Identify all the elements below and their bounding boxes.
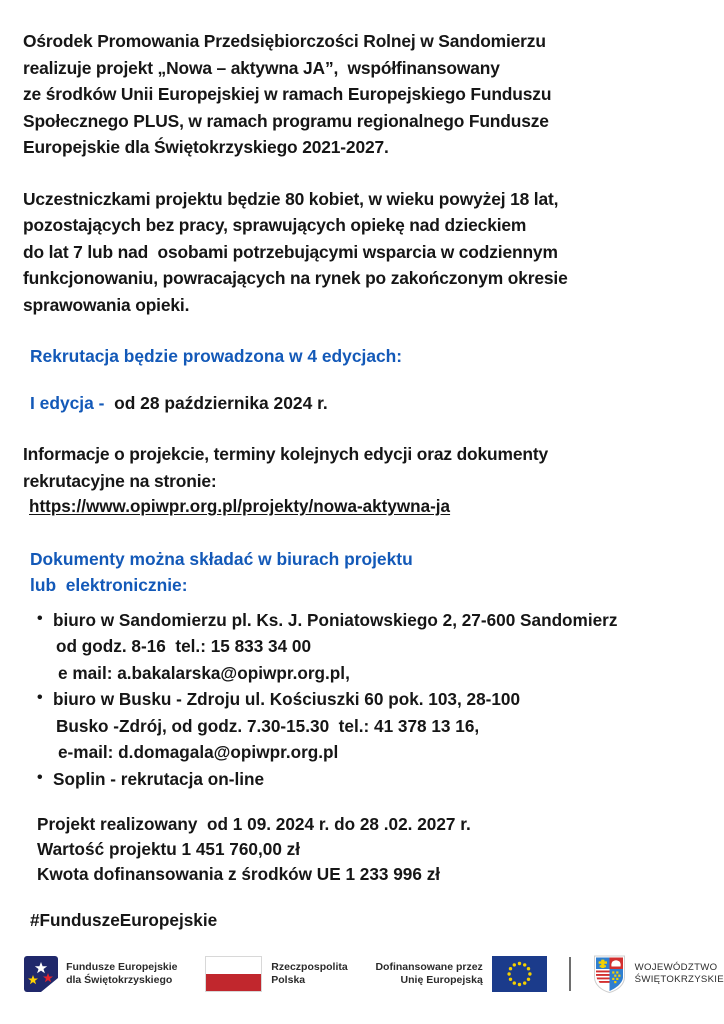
footer-logo-bar: [0, 944, 724, 1004]
office-2-main: • biuro w Busku - Zdroju ul. Kościuszki 60 pok. 103, 28-100: [53, 689, 521, 709]
intro-line-3: ze środków Unii Europejskiej w ramach Europejskiego Funduszu: [23, 84, 552, 104]
office-1-hours: od godz. 8-16 tel.: 15 833 34 00: [56, 636, 312, 656]
edition-label: I edycja -: [30, 392, 110, 413]
info-line-1: Informacje o projekcie, terminy kolejnych edycji oraz dokumenty: [23, 444, 548, 464]
eu-label: [375, 961, 482, 988]
participants-paragraph: [23, 186, 712, 319]
spacer: [23, 792, 712, 812]
participants-line-2: pozostających bez pracy, sprawujących opiekę nad dzieckiem: [23, 215, 527, 235]
edition-line: [23, 390, 712, 417]
spacer: [23, 416, 712, 441]
spacer: [23, 599, 712, 607]
intro-line-5: Europejskie dla Świętokrzyskiego 2021-2027.: [23, 137, 389, 157]
pl-label-line-1: Rzeczpospolita: [271, 960, 348, 973]
list-item: [23, 766, 712, 793]
office-2-hours: Busko -Zdrój, od godz. 7.30-15.30 tel.: 41 378 13 16,: [56, 715, 480, 736]
submission-heading-line-1: Dokumenty można składać w biurach projektu: [30, 548, 413, 569]
footer-divider: [569, 957, 571, 991]
intro-line-1: Ośrodek Promowania Przedsiębiorczości Rolnej w Sandomierzu: [23, 31, 546, 51]
poland-flag-icon: [205, 956, 262, 992]
office-1-main: • biuro w Sandomierzu pl. Ks. J. Poniatowskiego 2, 27-600 Sandomierz: [53, 609, 618, 630]
participants-line-5: sprawowania opieki.: [23, 294, 190, 315]
swietokrzyskie-coat-of-arms-icon: [593, 955, 626, 993]
flag-stripe-red: [206, 974, 261, 991]
fe-label-line-2: dla Świętokrzyskiego: [66, 974, 173, 986]
logo-wojewodztwo-swietokrzyskie: [593, 955, 724, 993]
info-paragraph: [23, 441, 712, 494]
woj-label-line-2: ŚWIĘTOKRZYSKIE: [634, 974, 724, 985]
spacer: [23, 318, 712, 343]
wojewodztwo-label: [635, 962, 724, 987]
office-2-email: e-mail: d.domagala@opiwpr.org.pl: [58, 742, 339, 762]
fundusze-europejskie-icon: [24, 955, 58, 993]
budget-block: [23, 812, 712, 887]
spacer: [23, 887, 712, 907]
logo-european-union: [375, 956, 546, 992]
spacer: [23, 161, 712, 186]
offices-list: [23, 607, 712, 793]
eu-label-line-2: Unię Europejską: [400, 974, 483, 986]
pl-label-line-2: Polska: [271, 974, 306, 986]
spacer: [23, 521, 712, 546]
recruitment-heading: Rekrutacja będzie prowadzona w 4 edycjach:: [30, 346, 403, 366]
info-line-2: rekrutacyjne na stronie:: [23, 470, 217, 491]
woj-label-line-1: WOJEWÓDZTWO: [634, 961, 718, 973]
participants-line-4: funkcjonowaniu, powracających na rynek po zakończonym okresie: [23, 268, 568, 288]
project-url-link[interactable]: https://www.opiwpr.org.pl/projekty/nowa-aktywna-ja: [29, 497, 451, 516]
participants-line-1: Uczestniczkami projektu będzie 80 kobiet, w wieku powyżej 18 lat,: [23, 188, 559, 209]
intro-paragraph: [23, 28, 712, 161]
participants-line-3: do lat 7 lub nad osobami potrzebującymi wsparcia w codziennym: [23, 241, 558, 262]
fe-label-line-1: Fundusze Europejskie: [66, 960, 178, 973]
office-1-email: e mail: a.bakalarska@opiwpr.org.pl,: [58, 662, 350, 683]
logo-rzeczpospolita-polska: [205, 956, 347, 992]
budget-eu-funding: Kwota dofinansowania z środków UE 1 233 996 zł: [37, 864, 441, 884]
list-item: [23, 686, 712, 766]
spacer: [23, 370, 712, 390]
flag-stripe-white: [206, 957, 261, 974]
poland-label: [271, 961, 347, 988]
logo-fundusze-europejskie: [24, 955, 177, 993]
submission-heading-line-2: lub elektronicznie:: [30, 575, 188, 595]
budget-total: Wartość projektu 1 451 760,00 zł: [37, 839, 301, 859]
eu-flag-icon: [492, 956, 547, 992]
eu-label-line-1: Dofinansowane przez: [375, 960, 483, 973]
fundusze-europejskie-label: [66, 961, 177, 988]
hashtag: #FunduszeEuropejskie: [30, 910, 218, 930]
office-3-main: • Soplin - rekrutacja on-line: [53, 768, 265, 789]
intro-line-4: Społecznego PLUS, w ramach programu regionalnego Fundusze: [23, 110, 549, 131]
edition-date: od 28 października 2024 r.: [109, 392, 328, 413]
intro-line-2: realizuje projekt „Nowa – aktywna JA”, współfinansowany: [23, 57, 500, 78]
list-item: [23, 607, 712, 687]
budget-period: Projekt realizowany od 1 09. 2024 r. do 28 .02. 2027 r.: [37, 814, 471, 834]
